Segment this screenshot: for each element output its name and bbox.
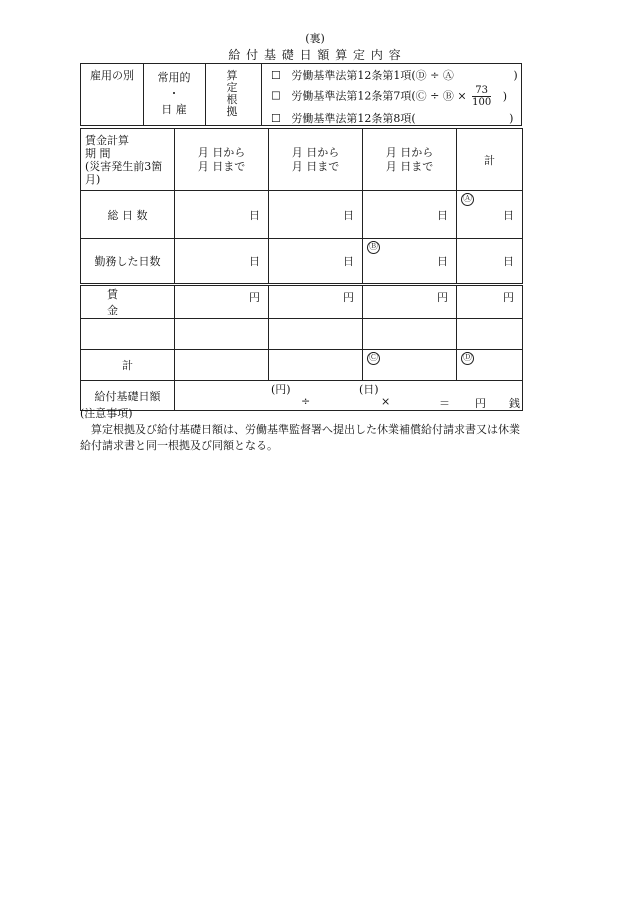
sum-total[interactable]	[457, 350, 523, 381]
period-row	[81, 129, 523, 191]
wage-3[interactable]: 円	[363, 285, 457, 319]
basis-option-3[interactable]: ☐ 労働基準法第12条第8項( )	[271, 112, 514, 125]
page-title: 給 付 基 礎 日 額 算 定 内 容	[228, 48, 402, 62]
sum-3[interactable]	[363, 350, 457, 381]
worked-days-3[interactable]: Ⓑ 日	[363, 239, 457, 285]
total-days-label: 総 日 数	[81, 191, 175, 239]
mark-b: Ⓑ	[368, 242, 378, 252]
wage-2[interactable]: 円	[269, 285, 363, 319]
employment-daily: 日 雇	[161, 103, 187, 116]
mark-c: Ⓒ	[368, 353, 378, 363]
checkbox-icon[interactable]: ☐	[271, 89, 281, 103]
total-days-sum[interactable]: Ⓐ 日	[457, 191, 523, 239]
basis-option-1[interactable]: ☐ 労働基準法第12条第1項(Ⓓ ÷ Ⓐ )	[271, 69, 518, 82]
checkbox-icon[interactable]: ☐	[271, 112, 281, 125]
basis-option-2[interactable]: ☐ 労働基準法第12条第7項(Ⓒ ÷ Ⓑ × $\frac{73}{100}$ )	[271, 85, 507, 108]
basis-section	[80, 63, 522, 126]
fraction: $\frac{73}{100}$	[472, 85, 492, 108]
mark-d: Ⓓ	[462, 353, 472, 363]
blank-sum[interactable]	[457, 319, 523, 350]
total-days-3[interactable]: 日	[363, 191, 457, 239]
checkbox-icon[interactable]: ☐	[271, 69, 281, 82]
period-2[interactable]: 月 日から 月 日まで	[269, 129, 363, 191]
sum-1[interactable]	[175, 350, 269, 381]
period-3[interactable]: 月 日から 月 日まで	[363, 129, 457, 191]
base-amount-label: 給付基礎日額	[81, 381, 175, 411]
worked-days-1[interactable]: 日	[175, 239, 269, 285]
basis-label: 算定根拠	[226, 69, 238, 118]
wage-1[interactable]: 円	[175, 285, 269, 319]
base-amount-formula[interactable]: (円) (日) ÷ × ＝ 円 銭	[175, 381, 523, 411]
sum-label: 計	[81, 350, 175, 381]
employment-label: 雇用の別	[90, 69, 134, 82]
notes-heading: (注意事項)	[80, 407, 133, 420]
total-days-row	[81, 191, 523, 239]
blank-2[interactable]	[269, 319, 363, 350]
sum-2[interactable]	[269, 350, 363, 381]
employment-regular: 常用的	[157, 71, 191, 84]
total-days-1[interactable]: 日	[175, 191, 269, 239]
total-days-2[interactable]: 日	[269, 191, 363, 239]
period-1[interactable]: 月 日から 月 日まで	[175, 129, 269, 191]
wage-row	[81, 285, 523, 319]
employment-separator: ・	[168, 87, 180, 100]
period-label: 賃金計算 期 間 (災害発生前3箇 月)	[81, 129, 175, 191]
blank-1[interactable]	[175, 319, 269, 350]
worked-days-sum[interactable]: 日	[457, 239, 523, 285]
wage-table	[80, 128, 523, 411]
worked-days-2[interactable]: 日	[269, 239, 363, 285]
wage-sum[interactable]: 円	[457, 285, 523, 319]
period-total: 計	[457, 129, 523, 191]
side-label: (裏)	[305, 32, 325, 45]
worked-days-row	[81, 239, 523, 285]
sum-row	[81, 350, 523, 381]
wage-label: 賃 金	[81, 285, 175, 319]
notes-body: 算定根拠及び給付基礎日額は、労働基準監督署へ提出した休業補償給付請求書又は休業給付請求書と同一根拠及び同額となる。	[80, 423, 520, 452]
worked-days-label: 勤務した日数	[81, 239, 175, 285]
blank-row	[81, 319, 523, 350]
blank-3[interactable]	[363, 319, 457, 350]
mark-a: Ⓐ	[462, 194, 472, 204]
